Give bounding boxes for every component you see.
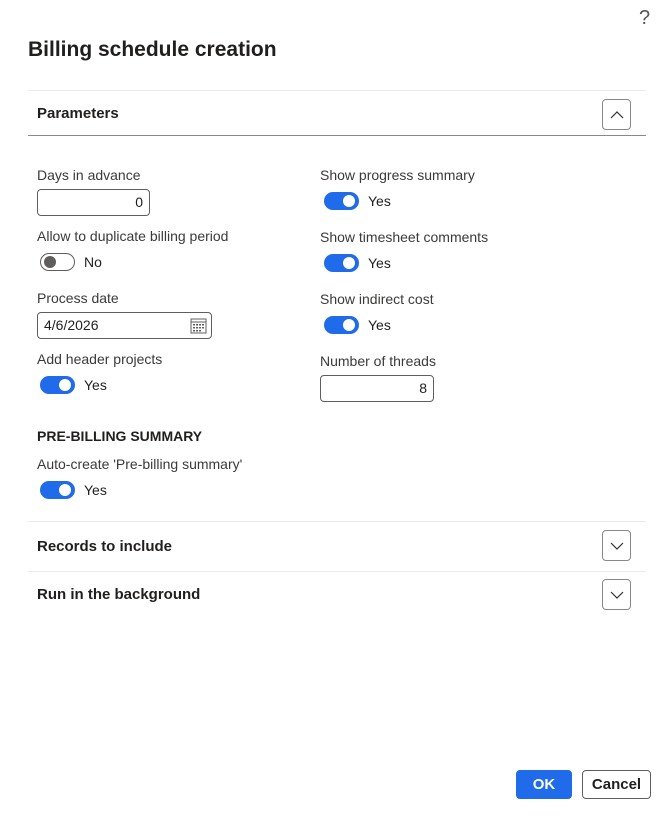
run-in-background-header[interactable] — [28, 571, 646, 616]
expand-records-button[interactable] — [602, 530, 631, 561]
show-indirect-cost-toggle[interactable] — [324, 316, 391, 334]
switch-knob — [343, 195, 355, 207]
number-of-threads-label: Number of threads — [320, 353, 436, 369]
help-icon[interactable]: ? — [639, 7, 651, 29]
auto-create-label: Auto-create 'Pre-billing summary' — [37, 456, 243, 472]
show-timesheet-comments-toggle[interactable] — [324, 254, 391, 272]
allow-duplicate-label: Allow to duplicate billing period — [37, 228, 229, 244]
dialog-title: Billing schedule creation — [28, 38, 277, 61]
show-progress-summary-state: Yes — [368, 193, 391, 209]
show-progress-summary-toggle[interactable] — [324, 192, 391, 210]
days-in-advance-input[interactable]: 0 — [37, 189, 150, 216]
parameters-section-header[interactable] — [28, 90, 646, 136]
switch-knob — [44, 256, 56, 268]
parameters-section-label: Parameters — [37, 104, 119, 122]
switch-knob — [59, 484, 71, 496]
show-indirect-cost-state: Yes — [368, 317, 391, 333]
days-in-advance-label: Days in advance — [37, 167, 141, 183]
cancel-button[interactable]: Cancel — [582, 770, 651, 799]
calendar-icon[interactable] — [190, 317, 207, 334]
show-timesheet-comments-state: Yes — [368, 255, 391, 271]
add-header-projects-switch[interactable] — [40, 376, 75, 394]
add-header-projects-state: Yes — [84, 377, 107, 393]
allow-duplicate-state: No — [84, 254, 102, 270]
auto-create-switch[interactable] — [40, 481, 75, 499]
process-date-input[interactable] — [37, 312, 212, 339]
process-date-value: 4/6/2026 — [44, 317, 99, 333]
auto-create-toggle[interactable] — [40, 481, 107, 499]
show-progress-summary-switch[interactable] — [324, 192, 359, 210]
records-to-include-label: Records to include — [37, 538, 173, 555]
switch-knob — [343, 257, 355, 269]
chevron-down-icon — [609, 587, 625, 603]
chevron-down-icon — [609, 538, 625, 554]
number-of-threads-input[interactable]: 8 — [320, 375, 434, 402]
add-header-projects-toggle[interactable] — [40, 376, 107, 394]
add-header-projects-label: Add header projects — [37, 351, 163, 367]
allow-duplicate-toggle[interactable] — [40, 253, 102, 271]
show-indirect-cost-switch[interactable] — [324, 316, 359, 334]
expand-background-button[interactable] — [602, 579, 631, 610]
pre-billing-summary-heading: PRE-BILLING SUMMARY — [37, 428, 203, 444]
show-indirect-cost-label: Show indirect cost — [320, 291, 434, 307]
show-timesheet-comments-switch[interactable] — [324, 254, 359, 272]
auto-create-state: Yes — [84, 482, 107, 498]
ok-button[interactable]: OK — [516, 770, 572, 799]
show-timesheet-comments-label: Show timesheet comments — [320, 229, 489, 245]
switch-knob — [59, 379, 71, 391]
records-to-include-header[interactable] — [28, 521, 646, 571]
chevron-up-icon — [609, 107, 625, 123]
collapse-parameters-button[interactable] — [602, 99, 631, 130]
show-progress-summary-label: Show progress summary — [320, 167, 475, 183]
allow-duplicate-switch[interactable] — [40, 253, 75, 271]
run-in-background-label: Run in the background — [37, 585, 201, 603]
process-date-label: Process date — [37, 290, 119, 306]
switch-knob — [343, 319, 355, 331]
